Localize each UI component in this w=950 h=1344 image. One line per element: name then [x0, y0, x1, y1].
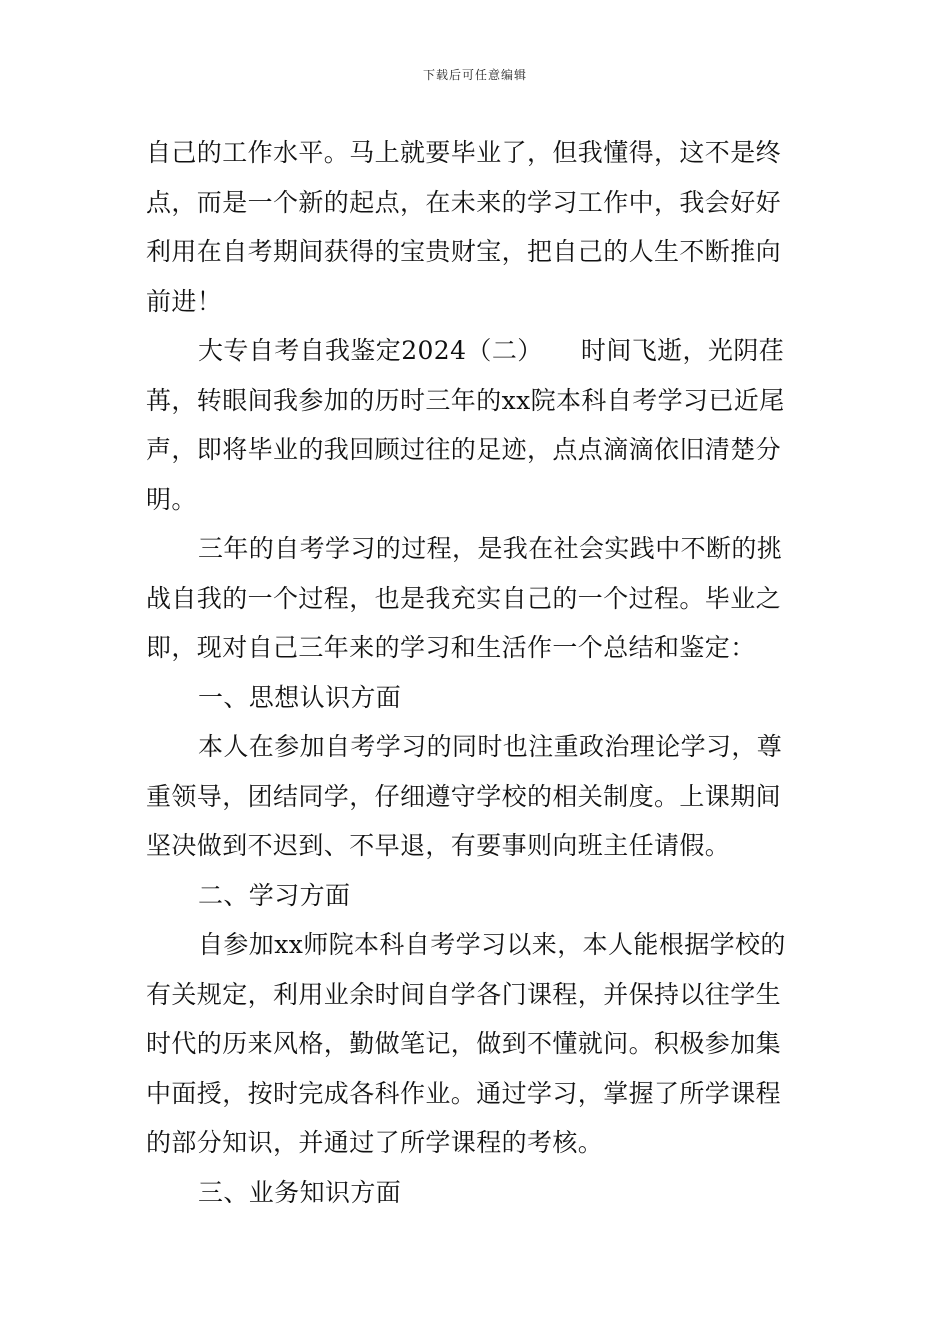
text-line: 时代的历来风格，勤做笔记，做到不懂就问。积极参加集 [146, 1029, 782, 1058]
heading-text: 三、业务知识方面 [198, 1177, 402, 1207]
text-line: 声，即将毕业的我回顾过往的足迹，点点滴滴依旧清楚分 [146, 435, 782, 464]
text-line: 中面授，按时完成各科作业。通过学习，掌握了所学课程 [146, 1078, 782, 1108]
text-line: 前进！ [146, 286, 223, 316]
page-header: 下载后可任意编辑 [422, 68, 527, 82]
text-line: 本人在参加自考学习的同时也注重政治理论学习，尊 [198, 732, 783, 761]
paragraph-continuation [146, 128, 806, 326]
text-line: 苒，转眼间我参加的历时三年的xx院本科自考学习已近尾 [146, 385, 785, 415]
document-body [146, 128, 806, 1217]
text-line: 战自我的一个过程，也是我充实自己的一个过程。毕业之 [146, 583, 782, 613]
text-line: 明。 [146, 484, 197, 514]
heading-text: 一、思想认识方面 [198, 682, 402, 712]
text-line: 大专自考自我鉴定2024（二） 时间飞逝，光阴荏 [198, 336, 785, 365]
text-line: 自己的工作水平。马上就要毕业了，但我懂得，这不是终 [146, 138, 782, 167]
text-line: 重领导，团结同学，仔细遵守学校的相关制度。上课期间 [146, 781, 782, 811]
text-line: 有关规定，利用业余时间自学各门课程，并保持以往学生 [146, 979, 782, 1009]
paragraph-title-intro [146, 326, 806, 524]
text-line: 即，现对自己三年来的学习和生活作一个总结和鉴定： [146, 633, 756, 662]
section-heading-business [146, 1168, 806, 1218]
heading-text: 二、学习方面 [198, 880, 351, 910]
text-line: 自参加xx师院本科自考学习以来，本人能根据学校的 [198, 930, 786, 959]
section-heading-ideology [146, 673, 806, 723]
text-line: 利用在自考期间获得的宝贵财宝，把自己的人生不断推向 [146, 237, 782, 266]
paragraph-ideology [146, 722, 806, 871]
text-line: 的部分知识，并通过了所学课程的考核。 [146, 1128, 604, 1157]
paragraph-study [146, 920, 806, 1168]
text-line: 坚决做到不迟到、不早退，有要事则向班主任请假。 [146, 831, 731, 860]
section-heading-study [146, 871, 806, 921]
paragraph-summary-intro [146, 524, 806, 673]
text-line: 三年的自考学习的过程，是我在社会实践中不断的挑 [198, 534, 783, 563]
text-line: 点，而是一个新的起点，在未来的学习工作中，我会好好 [146, 187, 782, 217]
